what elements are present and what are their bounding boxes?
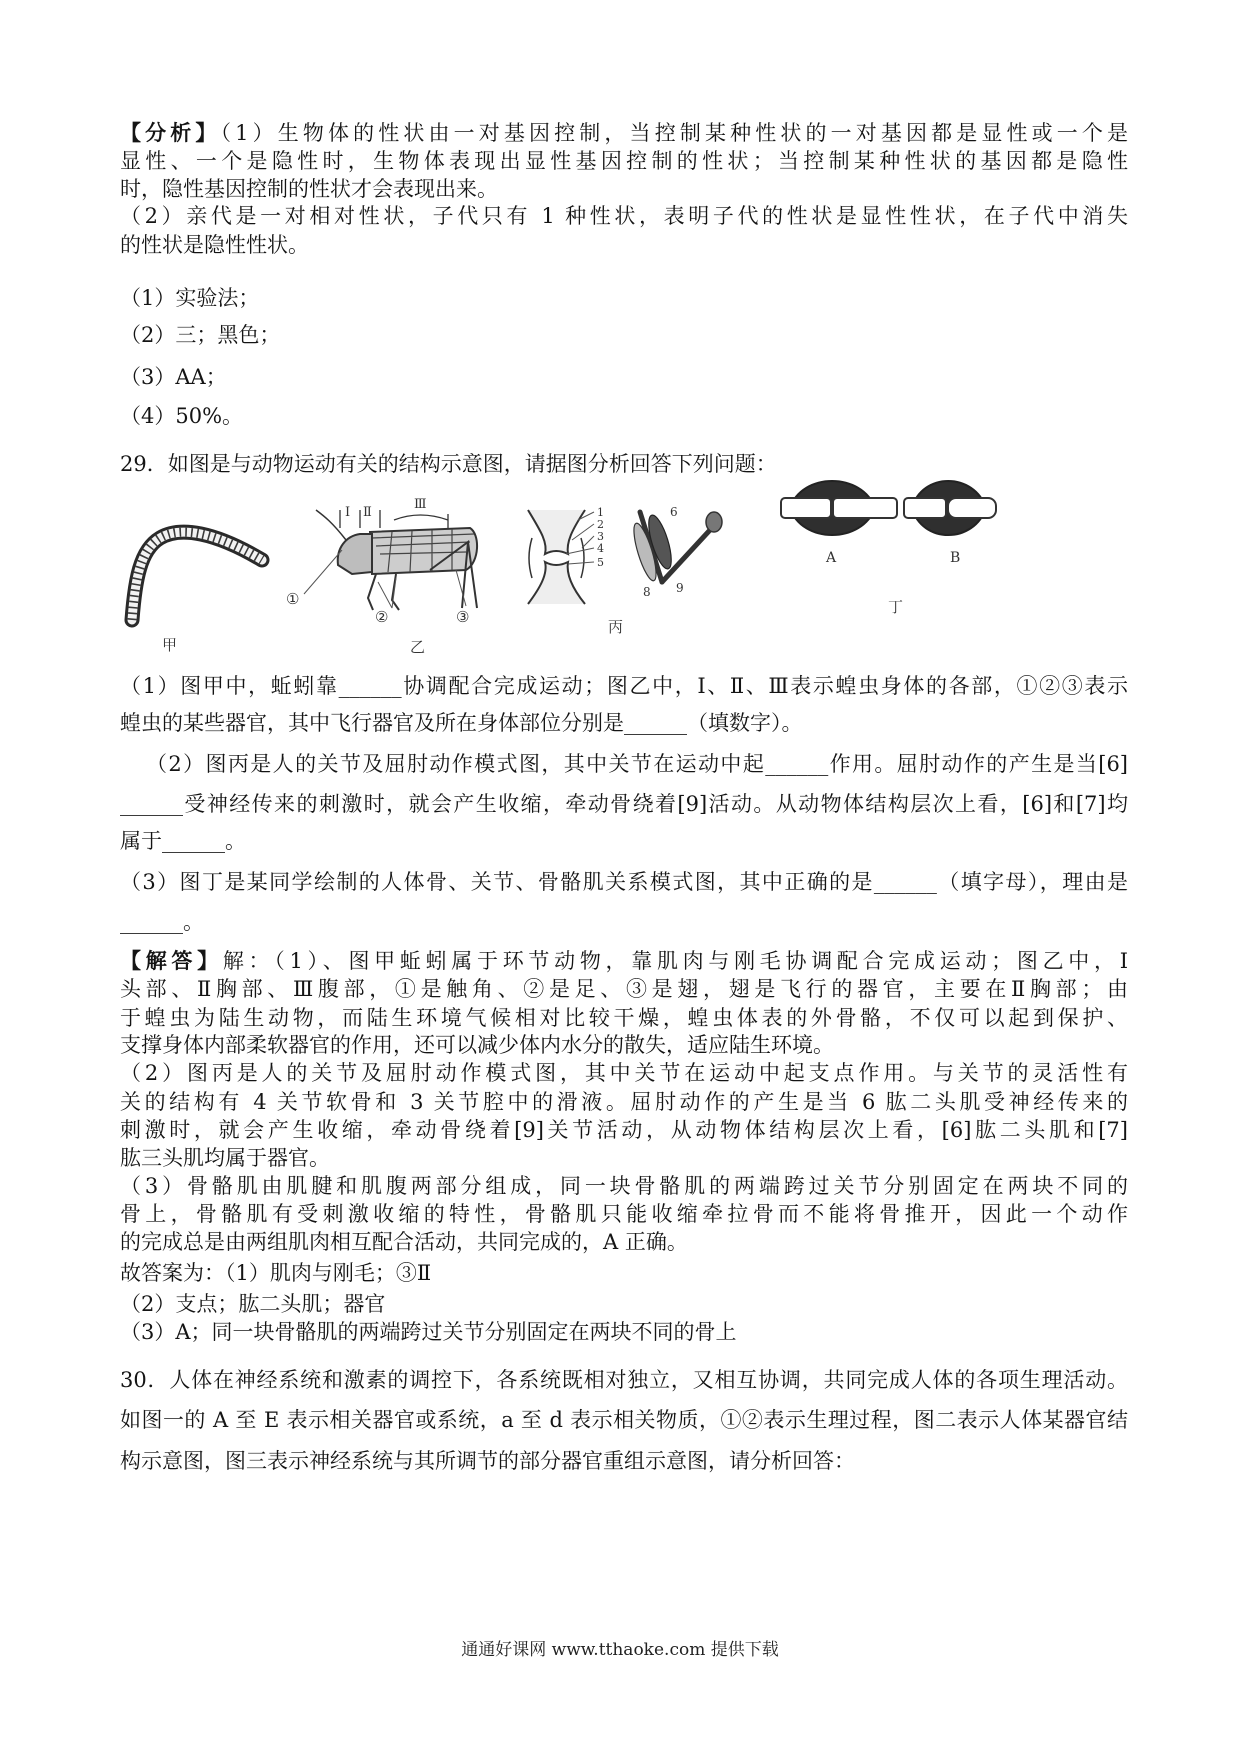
solution-line-14: （3）A；同一块骨骼肌的两端跨过关节分别固定在两块不同的骨上 [120,1320,737,1344]
model-b-bone-right [948,498,996,518]
solution-line-6: 关的结构有 4 关节软骨和 3 关节腔中的滑液。屈肘动作的产生是当 6 肱二头肌受神经传来的 [120,1090,1128,1114]
page-footer: 通通好课网 www.tthaoke.com 提供下载 [461,1640,779,1660]
model-a-bone-right [833,498,897,518]
question-30-line-3: 构示意图，图三表示神经系统与其所调节的部分器官重组示意图，请分析回答： [120,1449,855,1473]
grasshopper-antenna [316,510,346,540]
solution-line-5: （2）图丙是人的关节及屈肘动作模式图，其中关节在运动中起支点作用。与关节的灵活性有 [120,1061,1128,1085]
insect-part-label-2: Ⅱ [363,505,372,520]
question-29-line-3: （2）图丙是人的关节及屈肘动作模式图，其中关节在运动中起______作用。屈肘动作的产生是当[6] [146,752,1128,776]
analysis-line-4: （2）亲代是一对相对性状，子代只有 1 种性状，表明子代的性状是显性性状，在子代中消失 [120,204,1128,228]
grasshopper-section-marks [340,510,448,528]
arm-number-9: 9 [676,581,684,595]
solution-line-9: （3）骨骼肌由肌腱和肌腹两部分组成，同一块骨骼肌的两端跨过关节分别固定在两块不同的 [120,1174,1128,1198]
joint-number-2: 2 [597,518,604,531]
solution-label: 【解答】 [120,948,223,973]
solution-line-11: 的完成总是由两组肌肉相互配合活动，共同完成的，A 正确。 [120,1230,688,1254]
solution-line-8: 肱三头肌均属于器官。 [120,1146,330,1170]
solution-line-2: 头部、Ⅱ胸部、Ⅲ腹部，①是触角、②是足、③是翅，翅是飞行的器官，主要在Ⅱ胸部；由 [120,977,1128,1001]
analysis-line-2: 显性、一个是隐性时，生物体表现出显性基因控制的性状；当控制某种性状的基因都是隐性 [120,149,1128,173]
insect-part-label-1: Ⅰ [345,505,351,520]
answer-item-4: （4）50%。 [120,404,244,428]
analysis-text: （1）生物体的性状由一对基因控制，当控制某种性状的一对基因都是显性或一个是 [220,121,1128,145]
insect-organ-label-3: ③ [456,608,470,626]
question-29-line-7: ______。 [120,910,204,934]
analysis-line-3: 时，隐性基因控制的性状才会表现出来。 [120,177,498,201]
question-30-line-1: 30．人体在神经系统和激素的调控下，各系统既相对独立，又相互协调，共同完成人体的各项生理活动。 [120,1368,1128,1392]
arm-number-6: 6 [670,505,678,519]
panel-label-ding: 丁 [888,598,904,616]
earthworm-diagram [132,532,262,654]
joint-upper-bone [528,510,585,554]
question-29-line-6: （3）图丁是某同学绘制的人体骨、关节、骨骼肌关系模式图，其中正确的是______（填字母），理由是 [120,870,1128,894]
question-29-line-1: （1）图甲中，蚯蚓靠______协调配合完成运动；图乙中，Ⅰ、Ⅱ、Ⅲ表示蝗虫身体的各部，①②③表示 [120,674,1128,698]
grasshopper-diagram [286,497,477,656]
analysis-line-1 [120,119,1128,147]
answer-item-2: （2）三；黑色； [120,323,281,347]
panel-label-yi: 乙 [410,638,426,656]
joint-number-1: 1 [597,506,604,519]
model-a-bone-left [781,498,831,518]
solution-line-4: 支撑身体内部柔软器官的作用，还可以减少体内水分的散失，适应陆生环境。 [120,1033,834,1057]
solution-line-7: 刺激时，就会产生收缩，牵动骨绕着[9]关节活动，从动物体结构层次上看，[6]肱二头肌和[7] [120,1118,1128,1142]
question-29-line-5: 属于______。 [120,829,246,853]
model-b-bone-left [904,498,946,518]
panel-label-jia: 甲 [162,636,178,654]
joint-and-arm-diagram [528,505,722,636]
solution-text: 解：（1）、图甲蚯蚓属于环节动物，靠肌肉与刚毛协调配合完成运动；图乙中，Ⅰ [222,949,1129,973]
solution-line-1 [120,947,1128,975]
muscle-model-diagram [781,481,996,616]
model-label-b: B [950,550,961,566]
analysis-line-5: 的性状是隐性性状。 [120,233,309,257]
question-29-line-2: 蝗虫的某些器官，其中飞行器官及所在身体部位分别是______（填数字）。 [120,711,803,735]
insect-organ-label-1: ① [286,590,300,608]
joint-number-5: 5 [597,556,604,569]
insect-organ-label-2: ② [375,608,389,626]
model-label-a: A [826,550,837,566]
solution-line-12: 故答案为：（1）肌肉与刚毛；③Ⅱ [120,1261,432,1285]
joint-number-3: 3 [597,530,604,543]
answer-item-1: （1）实验法； [120,286,260,310]
solution-line-13: （2）支点；肱二头肌；器官 [120,1292,386,1316]
solution-line-10: 骨上，骨骼肌有受刺激收缩的特性，骨骼肌只能收缩牵拉骨而不能将骨推开，因此一个动作 [120,1202,1128,1226]
insect-part-label-3: Ⅲ [414,497,427,512]
question-29-stem: 29．如图是与动物运动有关的结构示意图，请据图分析回答下列问题： [120,452,777,476]
joint-number-4: 4 [597,542,604,555]
arm-number-8: 8 [643,585,651,599]
grasshopper-head [338,534,372,574]
panel-label-bing: 丙 [608,618,624,636]
animal-movement-figure [0,470,1240,665]
solution-line-3: 于蝗虫为陆生动物，而陆生环境气候相对比较干燥，蝗虫体表的外骨骼，不仅可以起到保护、 [120,1006,1128,1030]
arm-hand [706,512,722,532]
analysis-label: 【分析】 [120,120,221,145]
question-30-line-2: 如图一的 A 至 E 表示相关器官或系统，a 至 d 表示相关物质，①②表示生理过程，图二表示人体某器官结 [120,1408,1128,1432]
answer-item-3: （3）AA； [120,365,227,389]
question-29-line-4: ______受神经传来的刺激时，就会产生收缩，牵动骨绕着[9]活动。从动物体结构层次上看，[6]和[7]均 [120,792,1128,816]
joint-lower-bone [528,562,585,604]
